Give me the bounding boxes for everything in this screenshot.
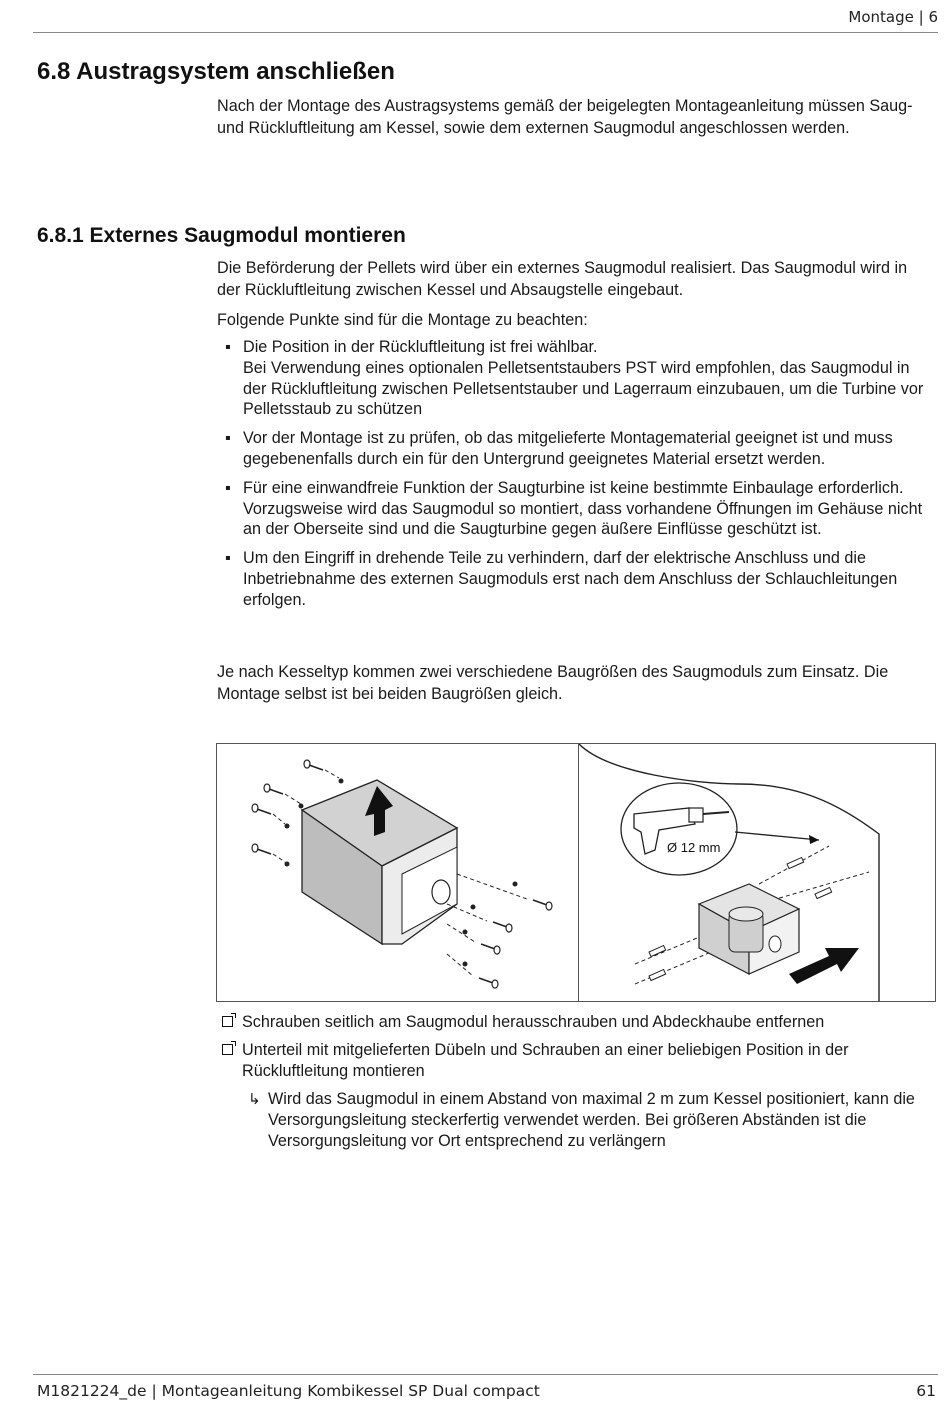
- bullet-icon: ▪: [225, 338, 231, 356]
- instruction-steps: [220, 1012, 935, 1152]
- footer-rule: [33, 1374, 938, 1375]
- list-item: [225, 478, 937, 540]
- step-text: Unterteil mit mitgelieferten Dübeln und Schrauben an einer beliebigen Position in der Rückluftleitung montieren: [242, 1041, 849, 1080]
- page-header: [0, 0, 950, 34]
- step-item: [220, 1040, 935, 1082]
- bullet-icon: ▪: [225, 549, 231, 568]
- mounting-illustration: [579, 744, 936, 1001]
- bullet-text: Die Position in der Rückluftleitung ist frei wählbar.: [243, 338, 598, 356]
- mounting-figure: [216, 743, 936, 1002]
- section-title: 6.8 Austragsystem anschließen: [37, 58, 395, 85]
- step-item: [220, 1012, 935, 1033]
- step-checkbox-icon: [222, 1016, 233, 1027]
- list-item: [225, 548, 937, 610]
- list-item: [225, 428, 937, 470]
- subsection-paragraph-1: Die Beförderung der Pellets wird über ein externes Saugmodul realisiert. Das Saugmodul wird in der Rückluftleitung zwischen Kessel und Absaugstelle eingebaut.: [217, 259, 908, 299]
- section-intro: Nach der Montage des Austragsystems gemäß der beigelegten Montageanleitung müssen Saug- und Rückluftleitung am Kessel, sowie dem externen Saugmodul angeschlossen werden.: [217, 97, 913, 137]
- subsection-paragraph-3: Je nach Kesseltyp kommen zwei verschiedene Baugrößen des Saugmoduls zum Einsatz. Die Montage selbst ist bei beiden Baugrößen gleich.: [217, 663, 889, 703]
- step-result: [220, 1089, 935, 1152]
- cover-removal-illustration: [217, 744, 577, 1001]
- page-number: 61: [916, 1382, 936, 1400]
- document-id: M1821224_de | Montageanleitung Kombikessel SP Dual compact: [37, 1382, 540, 1400]
- result-arrow-icon: ↳: [248, 1091, 261, 1108]
- list-item: [225, 337, 937, 420]
- subsection-title: 6.8.1 Externes Saugmodul montieren: [37, 224, 406, 247]
- page-footer: [0, 1370, 950, 1401]
- step-checkbox-icon: [222, 1044, 233, 1055]
- breadcrumb: Montage | 6: [848, 8, 938, 26]
- subsection-paragraph-2: Folgende Punkte sind für die Montage zu beachten:: [217, 311, 588, 329]
- bullet-icon: ▪: [225, 478, 231, 497]
- drill-diameter-label: Ø 12 mm: [667, 840, 721, 855]
- bullet-text: Für eine einwandfreie Funktion der Saugturbine ist keine bestimmte Einbaulage erforderlich. Vorzugsweise wird das Saugmodul so montiert, dass vorhandene Öffnungen im Gehäuse nicht an der Oberseite sind und die Saugturbine gegen äußere Einflüsse geschützt ist.: [243, 478, 923, 539]
- header-rule: [33, 32, 938, 33]
- bullet-text: Bei Verwendung eines optionalen Pelletsentstaubers PST wird empfohlen, das Saugmodul in der Rückluftleitung zwischen Pelletsentstauber und Lagerraum einzubauen, um die Turbine vor Pelletsstaub zu schützen: [243, 358, 924, 419]
- step-text: Schrauben seitlich am Saugmodul herausschrauben und Abdeckhaube entfernen: [242, 1013, 825, 1031]
- bullet-text: Um den Eingriff in drehende Teile zu verhindern, darf der elektrische Anschluss und die Inbetriebnahme des externen Saugmoduls erst nach dem Anschluss der Schlauchleitungen erfolgen.: [243, 549, 898, 609]
- bullet-text: Vor der Montage ist zu prüfen, ob das mitgelieferte Montagematerial geeignet ist und muss gegebenenfalls durch ein für den Untergrund geeignetes Material ersetzt werden.: [243, 429, 893, 468]
- bullet-icon: ▪: [225, 429, 231, 448]
- requirements-list: [225, 337, 937, 619]
- result-text: Wird das Saugmodul in einem Abstand von maximal 2 m zum Kessel positioniert, kann die Versorgungsleitung steckerfertig verwendet werden. Bei größeren Abständen ist die Versorgungsleitung vor Ort entsprechend zu verlängern: [268, 1090, 915, 1150]
